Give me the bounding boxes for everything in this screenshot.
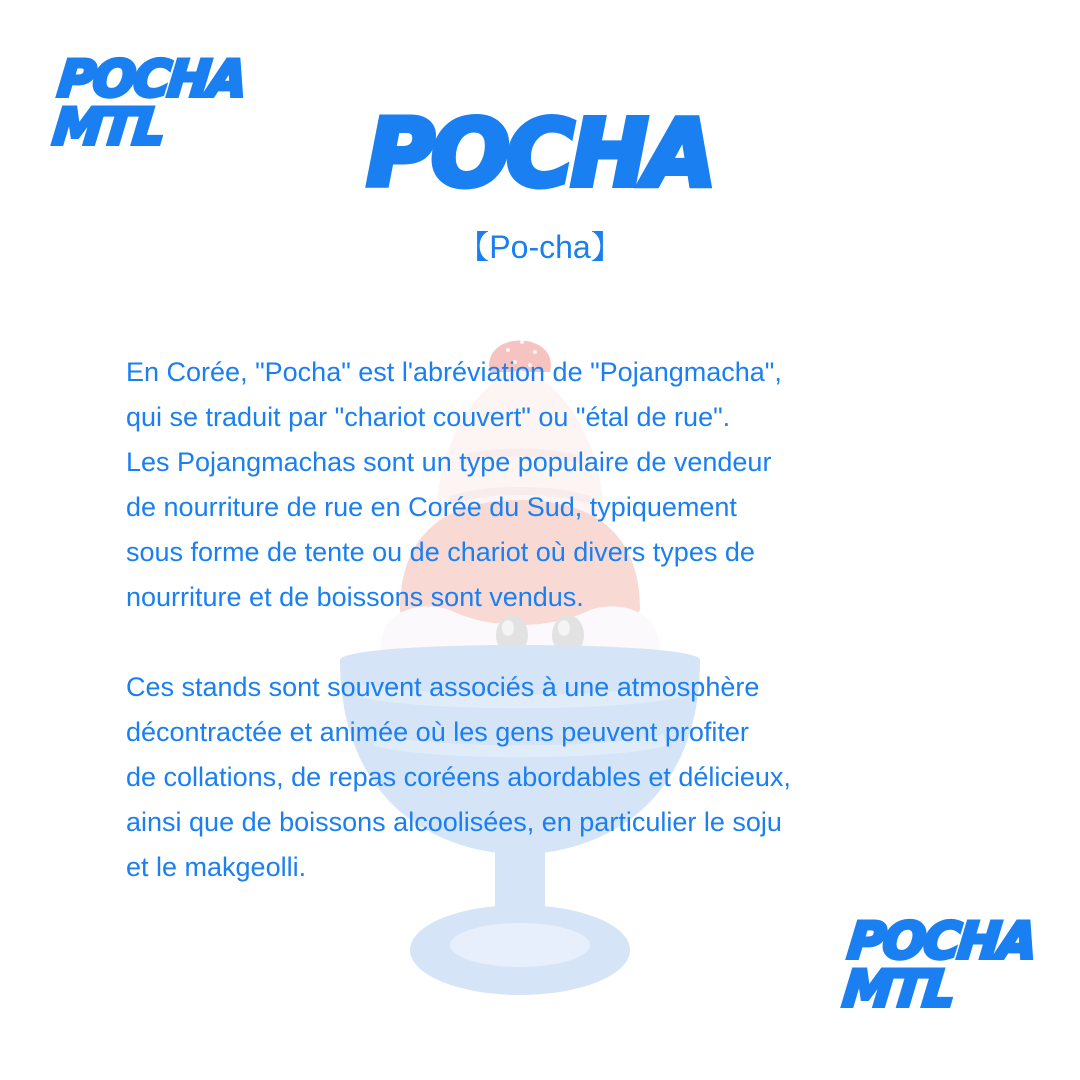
paragraph-2: Ces stands sont souvent associés à une atmosphère décontractée et animée où les gens peuvent profiter de collations, de repas coréens abordables et délicieux, ainsi que de boissons alcoolisées, en particulier le soju et le makgeolli. xyxy=(126,672,791,882)
logo-line-1: POCHA xyxy=(55,50,249,108)
paragraph-1: En Corée, "Pocha" est l'abréviation de "Pojangmacha", qui se traduit par "chariot couvert" ou "étal de rue". Les Pojangmachas sont un type populaire de vendeur de nourriture de rue en Corée du Sud, typiquement sous forme de tente ou de chariot où divers types de nourriture et de boissons sont vendus. xyxy=(126,357,782,612)
logo-line-2: MTL xyxy=(50,97,167,156)
page-title: POCHA xyxy=(366,100,714,207)
pocha-mtl-logo-bottom-right xyxy=(840,912,1039,1018)
description xyxy=(126,350,966,890)
pronunciation: 【Po-cha】 xyxy=(457,229,623,265)
logo-line-1: POCHA xyxy=(845,912,1039,970)
logo-line-2: MTL xyxy=(840,959,957,1018)
